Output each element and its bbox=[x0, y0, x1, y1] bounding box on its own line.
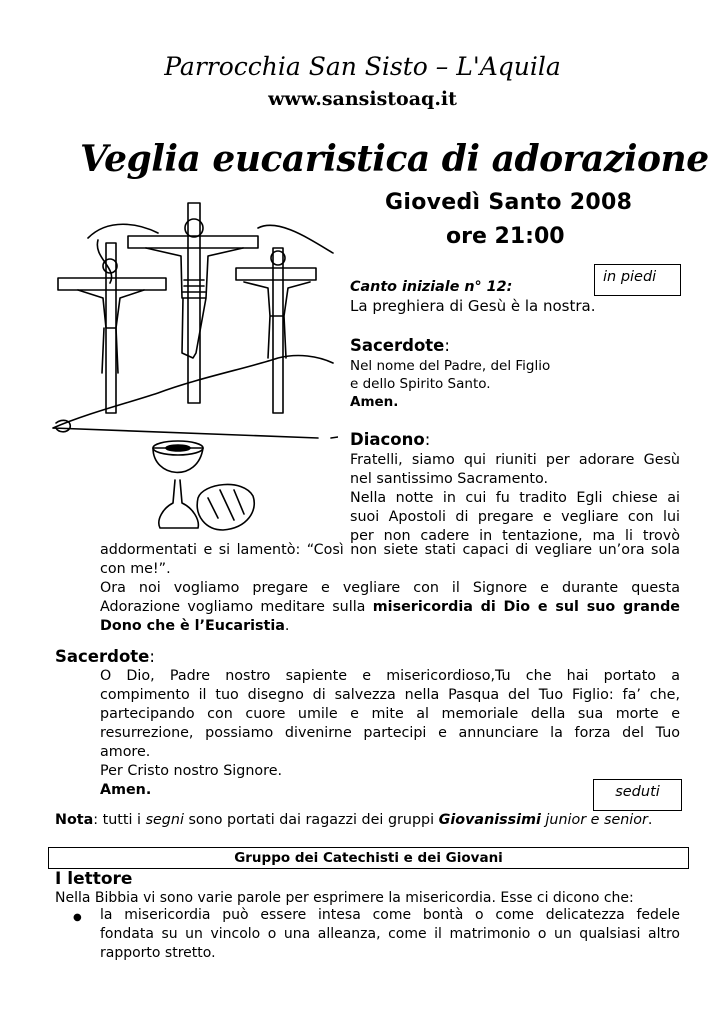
text-line: rapporto stretto. bbox=[100, 945, 216, 961]
amen-response: Amen. bbox=[100, 782, 152, 798]
sacerdote-heading-1: Sacerdote: bbox=[350, 336, 450, 355]
text-line: per non cadere in tentazione, ma li trovò bbox=[350, 528, 680, 544]
group-header: Gruppo dei Catechisti e dei Giovani bbox=[48, 847, 689, 869]
text-line: nel santissimo Sacramento. bbox=[350, 471, 549, 487]
sacerdote-prayer-1 bbox=[350, 357, 550, 411]
posture-badge-standing: in piedi bbox=[594, 264, 681, 296]
diacono-heading: Diacono: bbox=[350, 430, 431, 449]
text-line: Dono che è l’Eucaristia. bbox=[100, 618, 290, 634]
text-line: la misericordia può essere intesa come bontà o come delicatezza fedele bbox=[100, 907, 680, 923]
text-line: Ora noi vogliamo pregare e vegliare con il Signore e durante questa bbox=[100, 580, 680, 596]
sacerdote-heading-2: Sacerdote: bbox=[55, 647, 155, 666]
note-line: Nota: tutti i segni sono portati dai ragazzi dei gruppi Giovanissimi junior e senior. bbox=[55, 812, 653, 828]
text-line: addormentati e si lamentò: “Così non siete stati capaci di vegliare un’ora sola bbox=[100, 542, 680, 558]
reader-intro: Nella Bibbia vi sono varie parole per esprimere la misericordia. Esse ci dicono che: bbox=[55, 890, 634, 906]
text-line: resurrezione, possiamo divenirne partecipi e annunciare la forza del Tuo bbox=[100, 725, 680, 741]
text-line: partecipando con cuore umile e mite al memoriale della sua morte e bbox=[100, 706, 680, 722]
text-line: suoi Apostoli di pregare e vegliare con lui bbox=[350, 509, 680, 525]
page-title: Veglia eucaristica di adorazione bbox=[80, 138, 709, 180]
diacono-label: Diacono bbox=[350, 430, 425, 449]
canto-text: La preghiera di Gesù è la nostra. bbox=[350, 297, 596, 315]
reader-heading: I lettore bbox=[55, 869, 133, 889]
text-line: amore. bbox=[100, 744, 151, 760]
text-line: con me!”. bbox=[100, 561, 171, 577]
event-time: ore 21:00 bbox=[446, 224, 565, 249]
reader-bullet bbox=[100, 906, 680, 963]
amen-response: Amen. bbox=[350, 394, 399, 410]
text-line: compimento il tuo disegno di salvezza nella Pasqua del Tuo Figlio: fa’ che, bbox=[100, 687, 680, 703]
sacerdote-label: Sacerdote bbox=[55, 647, 150, 666]
text-line: Adorazione vogliamo meditare sulla misericordia di Dio e sul suo grande bbox=[100, 599, 681, 615]
diacono-text-wide bbox=[100, 541, 680, 636]
event-date: Giovedì Santo 2008 bbox=[385, 190, 633, 215]
text-line: e dello Spirito Santo. bbox=[350, 376, 491, 392]
text-line: Nel nome del Padre, del Figlio bbox=[350, 358, 551, 374]
posture-badge-seated: seduti bbox=[593, 779, 682, 811]
text-line: Fratelli, siamo qui riuniti per adorare Gesù bbox=[350, 452, 680, 468]
text-line: Nella notte in cui fu tradito Egli chiese ai bbox=[350, 490, 680, 506]
sacerdote-label: Sacerdote bbox=[350, 336, 445, 355]
crucifixion-illustration bbox=[48, 198, 338, 538]
website-link[interactable]: www.sansistoaq.it bbox=[268, 88, 457, 110]
canto-label: Canto iniziale n° 12: bbox=[350, 279, 513, 295]
text-line: fondata su un vincolo o una alleanza, come il matrimonio o un qualsiasi altro bbox=[100, 926, 680, 942]
bullet-icon: ● bbox=[73, 912, 82, 923]
text-line: O Dio, Padre nostro sapiente e misericordioso,Tu che hai portato a bbox=[100, 668, 680, 684]
text-line: Per Cristo nostro Signore. bbox=[100, 763, 283, 779]
diacono-text-narrow bbox=[350, 451, 680, 546]
parish-name: Parrocchia San Sisto – L'Aquila bbox=[164, 52, 561, 81]
